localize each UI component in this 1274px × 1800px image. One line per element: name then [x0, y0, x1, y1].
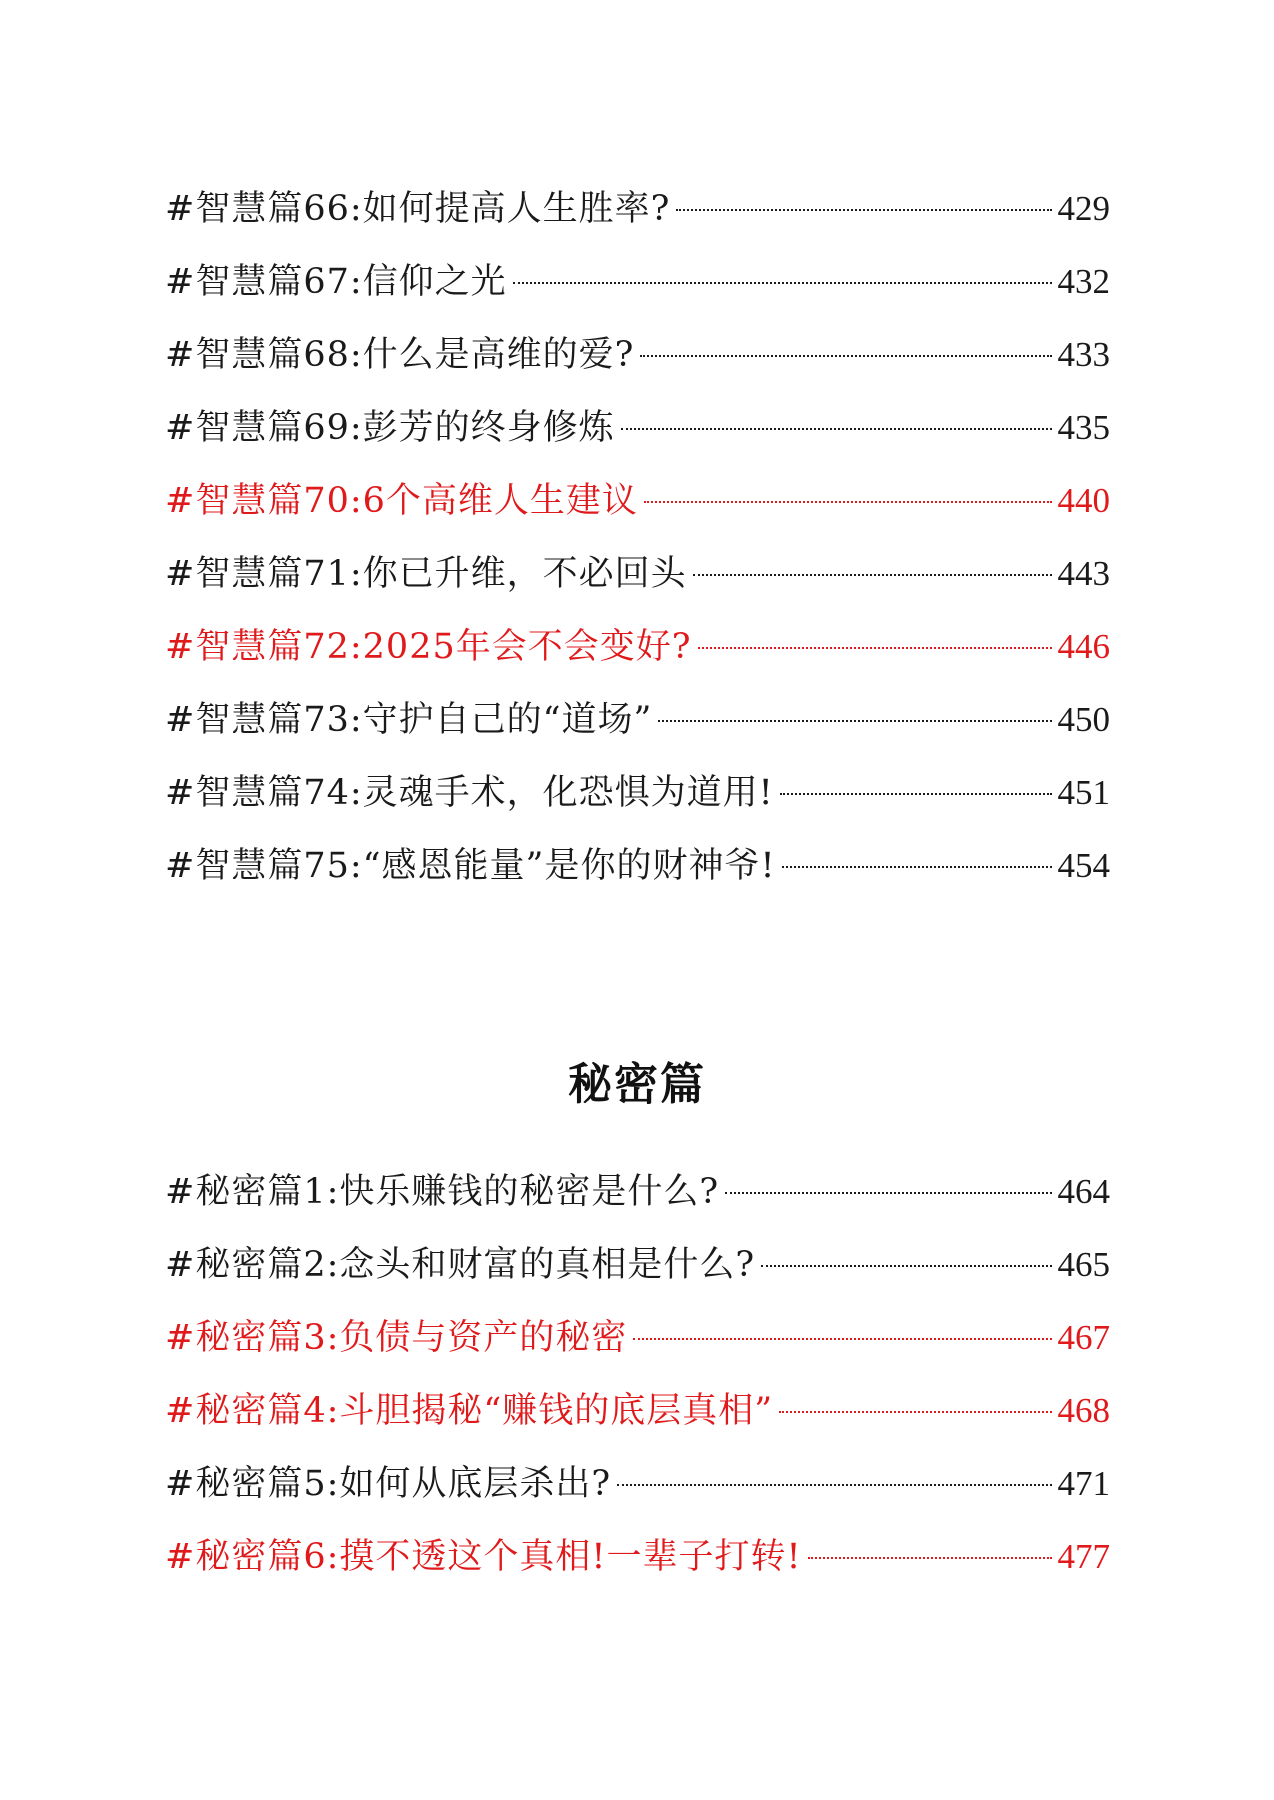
toc-entry[interactable]: [165, 683, 1110, 756]
toc-dot-leader: [640, 355, 1051, 357]
toc-entry[interactable]: [165, 464, 1110, 537]
toc-entry-title: #秘密篇1:快乐赚钱的秘密是什么?: [165, 1172, 720, 1212]
toc-dot-leader: [644, 501, 1052, 503]
toc-page-number: 454: [1057, 846, 1110, 885]
toc-dot-leader: [658, 720, 1051, 722]
toc-dot-leader: [808, 1557, 1052, 1559]
toc-entry-title: #秘密篇4:斗胆揭秘“赚钱的底层真相”: [165, 1391, 774, 1431]
toc-entry-title: #智慧篇66:如何提高人生胜率?: [165, 189, 671, 229]
wisdom-toc-list: [165, 172, 1110, 902]
toc-page-number: 451: [1057, 773, 1110, 812]
toc-entry[interactable]: [165, 1155, 1110, 1228]
toc-page-number: 477: [1057, 1537, 1110, 1576]
toc-dot-leader: [782, 866, 1052, 868]
toc-dot-leader: [676, 209, 1051, 211]
secret-toc-list: [165, 1155, 1110, 1593]
toc-entry-title: #智慧篇73:守护自己的“道场”: [165, 700, 653, 740]
toc-entry[interactable]: [165, 829, 1110, 902]
toc-entry-title: #智慧篇74:灵魂手术，化恐惧为道用!: [165, 773, 774, 813]
toc-entry-title: #智慧篇75:“感恩能量”是你的财神爷!: [165, 846, 776, 886]
toc-page-number: 468: [1057, 1391, 1110, 1430]
toc-entry[interactable]: [165, 756, 1110, 829]
toc-dot-leader: [780, 793, 1052, 795]
toc-entry-title: #智慧篇67:信仰之光: [165, 262, 507, 302]
toc-page-number: 433: [1057, 335, 1110, 374]
toc-page-number: 432: [1057, 262, 1110, 301]
toc-entry-title: #智慧篇70:6个高维人生建议: [165, 481, 638, 521]
toc-page-number: 465: [1057, 1245, 1110, 1284]
toc-entry-title: #智慧篇69:彭芳的终身修炼: [165, 408, 615, 448]
toc-page-number: 450: [1057, 700, 1110, 739]
toc-entry[interactable]: [165, 245, 1110, 318]
toc-dot-leader: [693, 574, 1052, 576]
toc-page-number: 471: [1057, 1464, 1110, 1503]
toc-page-number: 429: [1057, 189, 1110, 228]
toc-entry[interactable]: [165, 391, 1110, 464]
toc-dot-leader: [513, 282, 1052, 284]
toc-entry-title: #秘密篇6:摸不透这个真相!一辈子打转!: [165, 1537, 802, 1577]
toc-entry[interactable]: [165, 172, 1110, 245]
toc-dot-leader: [698, 647, 1052, 649]
toc-dot-leader: [779, 1411, 1051, 1413]
toc-dot-leader: [633, 1338, 1051, 1340]
toc-page-number: 443: [1057, 554, 1110, 593]
toc-entry[interactable]: [165, 318, 1110, 391]
toc-entry-title: #秘密篇3:负债与资产的秘密: [165, 1318, 628, 1358]
toc-dot-leader: [617, 1484, 1051, 1486]
toc-page-number: 467: [1057, 1318, 1110, 1357]
toc-page-number: 435: [1057, 408, 1110, 447]
toc-entry-title: #秘密篇5:如何从底层杀出?: [165, 1464, 612, 1504]
toc-entry[interactable]: [165, 1301, 1110, 1374]
toc-entry[interactable]: [165, 610, 1110, 683]
section-heading: 秘密篇: [568, 1059, 706, 1110]
toc-entry[interactable]: [165, 537, 1110, 610]
toc-entry-title: #智慧篇72:2025年会不会变好?: [165, 627, 692, 667]
toc-entry-title: #秘密篇2:念头和财富的真相是什么?: [165, 1245, 756, 1285]
toc-dot-leader: [761, 1265, 1051, 1267]
toc-page-number: 440: [1057, 481, 1110, 520]
toc-entry-title: #智慧篇68:什么是高维的爱?: [165, 335, 635, 375]
toc-entry-title: #智慧篇71:你已升维，不必回头: [165, 554, 687, 594]
toc-entry[interactable]: [165, 1520, 1110, 1593]
toc-entry[interactable]: [165, 1228, 1110, 1301]
toc-entry[interactable]: [165, 1447, 1110, 1520]
toc-page-number: 446: [1057, 627, 1110, 666]
toc-page-number: 464: [1057, 1172, 1110, 1211]
toc-entry[interactable]: [165, 1374, 1110, 1447]
toc-dot-leader: [725, 1192, 1051, 1194]
toc-dot-leader: [621, 428, 1052, 430]
